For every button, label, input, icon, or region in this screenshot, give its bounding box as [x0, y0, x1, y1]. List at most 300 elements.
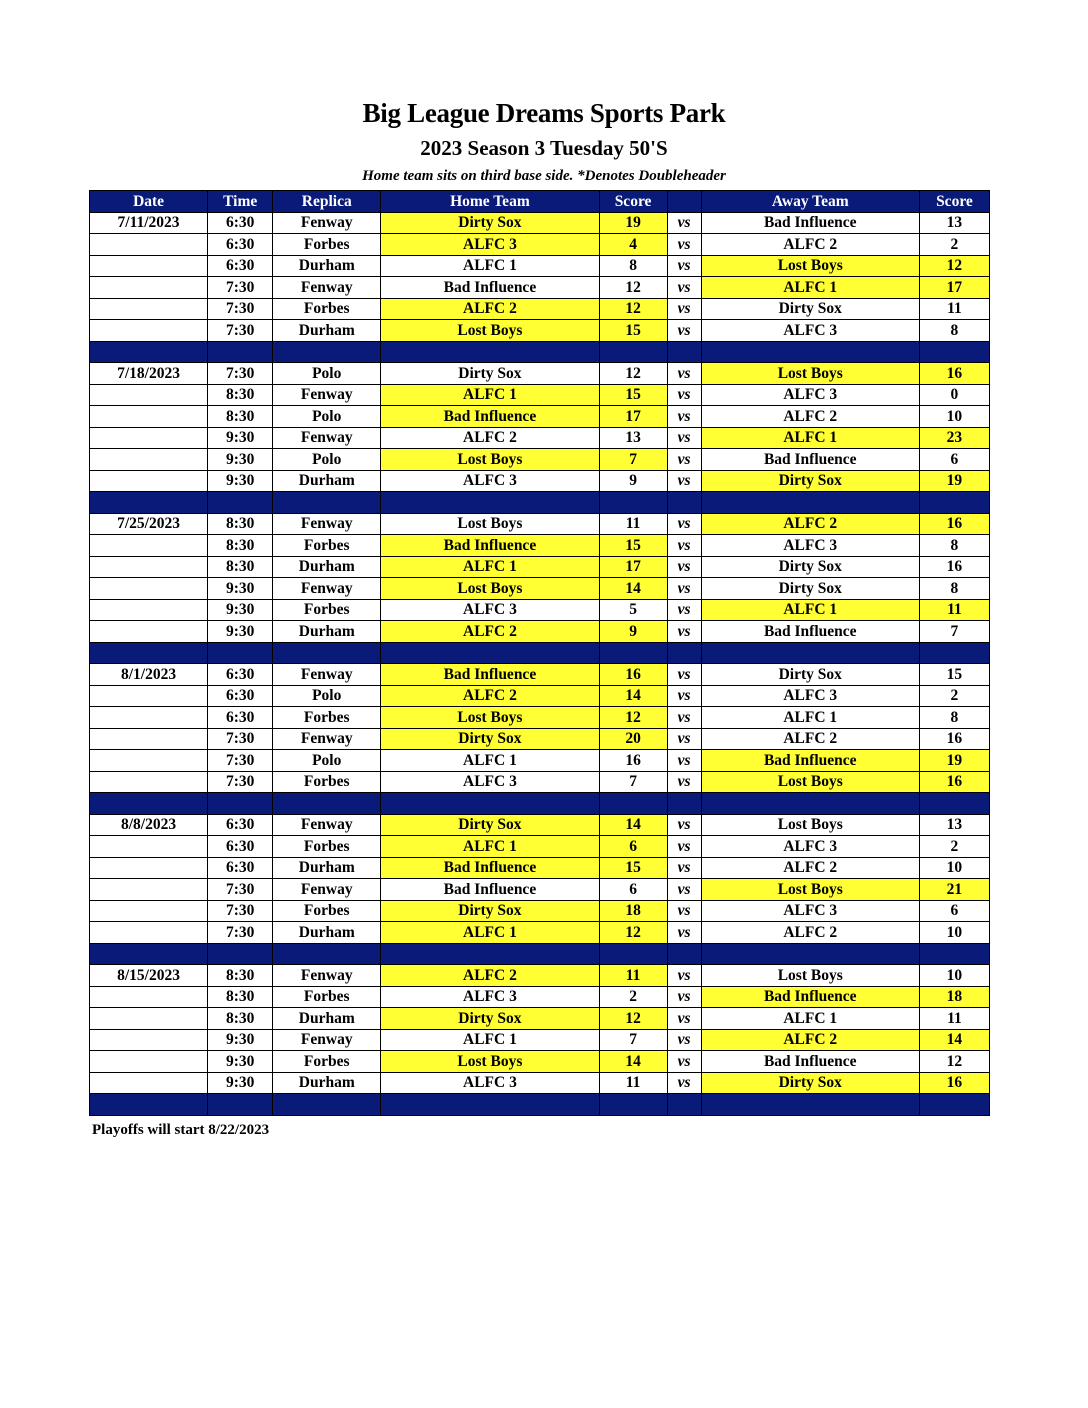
game-time: 9:30 — [208, 449, 273, 471]
home-score: 5 — [599, 599, 667, 621]
table-row — [90, 277, 990, 299]
table-row — [90, 535, 990, 557]
home-score: 20 — [599, 728, 667, 750]
vs-label: vs — [667, 922, 701, 944]
game-date — [90, 470, 208, 492]
table-row — [90, 406, 990, 428]
game-time: 6:30 — [208, 685, 273, 707]
separator-cell — [273, 492, 381, 514]
home-score: 11 — [599, 513, 667, 535]
home-score: 14 — [599, 578, 667, 600]
home-team: Bad Influence — [381, 535, 599, 557]
vs-label: vs — [667, 578, 701, 600]
table-row — [90, 900, 990, 922]
game-date — [90, 255, 208, 277]
separator-cell — [208, 642, 273, 664]
vs-label: vs — [667, 965, 701, 987]
game-time: 9:30 — [208, 470, 273, 492]
header-away-team: Away Team — [701, 191, 919, 213]
separator-cell — [381, 1094, 599, 1116]
game-date — [90, 406, 208, 428]
game-date — [90, 1072, 208, 1094]
game-time: 7:30 — [208, 900, 273, 922]
table-row — [90, 384, 990, 406]
game-date: 8/1/2023 — [90, 664, 208, 686]
home-score: 14 — [599, 1051, 667, 1073]
away-team: Dirty Sox — [701, 578, 919, 600]
home-team: Dirty Sox — [381, 814, 599, 836]
home-team: ALFC 1 — [381, 384, 599, 406]
home-score: 13 — [599, 427, 667, 449]
game-date — [90, 750, 208, 772]
home-score: 2 — [599, 986, 667, 1008]
game-date — [90, 578, 208, 600]
table-row — [90, 728, 990, 750]
away-team: ALFC 3 — [701, 900, 919, 922]
week-separator-row — [90, 642, 990, 664]
separator-cell — [90, 793, 208, 815]
table-row — [90, 255, 990, 277]
vs-label: vs — [667, 513, 701, 535]
separator-cell — [208, 943, 273, 965]
separator-cell — [701, 1094, 919, 1116]
home-team: Bad Influence — [381, 879, 599, 901]
away-team: Lost Boys — [701, 879, 919, 901]
game-time: 8:30 — [208, 406, 273, 428]
away-team: ALFC 1 — [701, 707, 919, 729]
game-date — [90, 621, 208, 643]
home-team: Bad Influence — [381, 664, 599, 686]
home-score: 11 — [599, 1072, 667, 1094]
away-score: 16 — [919, 771, 989, 793]
field-name: Durham — [273, 1008, 381, 1030]
separator-cell — [381, 492, 599, 514]
away-score: 12 — [919, 1051, 989, 1073]
home-team: Lost Boys — [381, 707, 599, 729]
away-score: 10 — [919, 965, 989, 987]
table-row — [90, 707, 990, 729]
home-score: 17 — [599, 406, 667, 428]
home-score: 16 — [599, 664, 667, 686]
vs-label: vs — [667, 384, 701, 406]
separator-cell — [208, 341, 273, 363]
home-score: 11 — [599, 965, 667, 987]
game-date — [90, 707, 208, 729]
vs-label: vs — [667, 427, 701, 449]
game-date — [90, 427, 208, 449]
separator-cell — [667, 943, 701, 965]
game-date — [90, 449, 208, 471]
game-date — [90, 320, 208, 342]
away-score: 10 — [919, 406, 989, 428]
separator-cell — [919, 642, 989, 664]
game-date — [90, 771, 208, 793]
game-date — [90, 298, 208, 320]
field-name: Polo — [273, 750, 381, 772]
game-date — [90, 599, 208, 621]
table-row — [90, 212, 990, 234]
home-team: Lost Boys — [381, 578, 599, 600]
game-time: 9:30 — [208, 1072, 273, 1094]
field-name: Fenway — [273, 965, 381, 987]
schedule-table — [89, 190, 990, 1116]
home-team: ALFC 3 — [381, 771, 599, 793]
away-score: 6 — [919, 900, 989, 922]
game-time: 6:30 — [208, 707, 273, 729]
vs-label: vs — [667, 986, 701, 1008]
separator-cell — [208, 492, 273, 514]
home-team: ALFC 2 — [381, 427, 599, 449]
field-name: Durham — [273, 255, 381, 277]
away-score: 2 — [919, 234, 989, 256]
header-replica: Replica — [273, 191, 381, 213]
home-score: 12 — [599, 363, 667, 385]
home-score: 8 — [599, 255, 667, 277]
table-row — [90, 298, 990, 320]
home-score: 7 — [599, 1029, 667, 1051]
away-team: Lost Boys — [701, 771, 919, 793]
away-score: 13 — [919, 212, 989, 234]
game-time: 8:30 — [208, 535, 273, 557]
away-team: ALFC 3 — [701, 384, 919, 406]
vs-label: vs — [667, 814, 701, 836]
away-team: Lost Boys — [701, 965, 919, 987]
game-time: 8:30 — [208, 965, 273, 987]
separator-cell — [599, 793, 667, 815]
vs-label: vs — [667, 879, 701, 901]
field-name: Fenway — [273, 277, 381, 299]
game-time: 7:30 — [208, 750, 273, 772]
game-time: 9:30 — [208, 1051, 273, 1073]
game-time: 7:30 — [208, 922, 273, 944]
vs-label: vs — [667, 277, 701, 299]
home-team: ALFC 1 — [381, 556, 599, 578]
away-score: 13 — [919, 814, 989, 836]
field-name: Polo — [273, 363, 381, 385]
separator-cell — [919, 793, 989, 815]
home-team: Lost Boys — [381, 513, 599, 535]
away-score: 16 — [919, 1072, 989, 1094]
separator-cell — [599, 341, 667, 363]
away-score: 2 — [919, 836, 989, 858]
away-score: 16 — [919, 513, 989, 535]
table-row — [90, 513, 990, 535]
field-name: Fenway — [273, 513, 381, 535]
field-name: Fenway — [273, 879, 381, 901]
separator-cell — [273, 793, 381, 815]
away-team: ALFC 2 — [701, 1029, 919, 1051]
table-row — [90, 621, 990, 643]
game-date: 7/25/2023 — [90, 513, 208, 535]
schedule-body — [90, 212, 990, 1115]
field-name: Fenway — [273, 427, 381, 449]
home-score: 7 — [599, 449, 667, 471]
game-time: 7:30 — [208, 728, 273, 750]
field-name: Fenway — [273, 212, 381, 234]
home-score: 18 — [599, 900, 667, 922]
header-away-score: Score — [919, 191, 989, 213]
field-name: Polo — [273, 406, 381, 428]
game-time: 6:30 — [208, 836, 273, 858]
away-score: 7 — [919, 621, 989, 643]
away-score: 8 — [919, 320, 989, 342]
separator-cell — [919, 1094, 989, 1116]
header-home-score: Score — [599, 191, 667, 213]
vs-label: vs — [667, 836, 701, 858]
away-score: 8 — [919, 578, 989, 600]
game-time: 7:30 — [208, 277, 273, 299]
game-time: 9:30 — [208, 427, 273, 449]
game-time: 7:30 — [208, 363, 273, 385]
game-date — [90, 986, 208, 1008]
game-time: 8:30 — [208, 1008, 273, 1030]
away-team: ALFC 1 — [701, 277, 919, 299]
home-team: ALFC 1 — [381, 750, 599, 772]
separator-cell — [90, 492, 208, 514]
page-title: Big League Dreams Sports Park — [362, 98, 726, 128]
separator-cell — [667, 793, 701, 815]
field-name: Fenway — [273, 664, 381, 686]
away-score: 17 — [919, 277, 989, 299]
home-team: ALFC 3 — [381, 599, 599, 621]
separator-cell — [90, 943, 208, 965]
separator-cell — [667, 1094, 701, 1116]
separator-cell — [701, 642, 919, 664]
away-score: 10 — [919, 922, 989, 944]
away-team: ALFC 2 — [701, 234, 919, 256]
home-team: ALFC 2 — [381, 965, 599, 987]
game-time: 7:30 — [208, 298, 273, 320]
vs-label: vs — [667, 857, 701, 879]
game-time: 9:30 — [208, 599, 273, 621]
home-score: 7 — [599, 771, 667, 793]
table-row — [90, 449, 990, 471]
away-team: ALFC 3 — [701, 320, 919, 342]
separator-cell — [919, 341, 989, 363]
away-score: 18 — [919, 986, 989, 1008]
separator-cell — [273, 1094, 381, 1116]
home-score: 15 — [599, 320, 667, 342]
week-separator-row — [90, 492, 990, 514]
home-team: ALFC 2 — [381, 685, 599, 707]
separator-cell — [90, 341, 208, 363]
home-team: Bad Influence — [381, 406, 599, 428]
game-date — [90, 685, 208, 707]
game-date — [90, 728, 208, 750]
separator-cell — [273, 943, 381, 965]
table-row — [90, 664, 990, 686]
field-name: Durham — [273, 1072, 381, 1094]
home-score: 14 — [599, 685, 667, 707]
home-team: Lost Boys — [381, 320, 599, 342]
table-row — [90, 857, 990, 879]
home-score: 6 — [599, 879, 667, 901]
separator-cell — [381, 943, 599, 965]
field-name: Forbes — [273, 234, 381, 256]
field-name: Fenway — [273, 1029, 381, 1051]
away-team: ALFC 1 — [701, 599, 919, 621]
vs-label: vs — [667, 1029, 701, 1051]
week-separator-row — [90, 341, 990, 363]
home-team: Lost Boys — [381, 1051, 599, 1073]
vs-label: vs — [667, 685, 701, 707]
home-team: ALFC 3 — [381, 470, 599, 492]
header-vs — [667, 191, 701, 213]
game-time: 6:30 — [208, 814, 273, 836]
away-score: 16 — [919, 556, 989, 578]
field-name: Durham — [273, 922, 381, 944]
away-score: 8 — [919, 707, 989, 729]
away-score: 8 — [919, 535, 989, 557]
vs-label: vs — [667, 1072, 701, 1094]
vs-label: vs — [667, 320, 701, 342]
away-score: 12 — [919, 255, 989, 277]
home-score: 16 — [599, 750, 667, 772]
home-score: 12 — [599, 277, 667, 299]
vs-label: vs — [667, 1008, 701, 1030]
away-score: 15 — [919, 664, 989, 686]
home-team: ALFC 2 — [381, 298, 599, 320]
away-team: Lost Boys — [701, 363, 919, 385]
vs-label: vs — [667, 900, 701, 922]
game-time: 9:30 — [208, 578, 273, 600]
away-team: ALFC 1 — [701, 427, 919, 449]
away-team: Dirty Sox — [701, 556, 919, 578]
vs-label: vs — [667, 406, 701, 428]
away-score: 19 — [919, 750, 989, 772]
separator-cell — [90, 642, 208, 664]
field-name: Forbes — [273, 298, 381, 320]
game-time: 6:30 — [208, 212, 273, 234]
vs-label: vs — [667, 556, 701, 578]
game-date — [90, 535, 208, 557]
vs-label: vs — [667, 298, 701, 320]
away-score: 11 — [919, 298, 989, 320]
separator-cell — [701, 492, 919, 514]
table-row — [90, 578, 990, 600]
home-team: ALFC 1 — [381, 255, 599, 277]
playoffs-note: Playoffs will start 8/22/2023 — [92, 1122, 270, 1138]
separator-cell — [599, 1094, 667, 1116]
home-score: 9 — [599, 621, 667, 643]
table-row — [90, 750, 990, 772]
field-name: Forbes — [273, 535, 381, 557]
home-score: 6 — [599, 836, 667, 858]
away-score: 11 — [919, 599, 989, 621]
table-row — [90, 556, 990, 578]
away-score: 16 — [919, 728, 989, 750]
game-date — [90, 384, 208, 406]
vs-label: vs — [667, 664, 701, 686]
away-team: ALFC 2 — [701, 513, 919, 535]
game-date — [90, 234, 208, 256]
vs-label: vs — [667, 621, 701, 643]
game-time: 6:30 — [208, 255, 273, 277]
away-team: ALFC 3 — [701, 836, 919, 858]
field-name: Polo — [273, 685, 381, 707]
field-name: Forbes — [273, 900, 381, 922]
field-name: Polo — [273, 449, 381, 471]
vs-label: vs — [667, 707, 701, 729]
field-name: Forbes — [273, 599, 381, 621]
vs-label: vs — [667, 1051, 701, 1073]
game-date — [90, 277, 208, 299]
field-name: Fenway — [273, 384, 381, 406]
separator-cell — [701, 793, 919, 815]
table-row — [90, 1051, 990, 1073]
game-date: 8/8/2023 — [90, 814, 208, 836]
away-score: 23 — [919, 427, 989, 449]
away-team: ALFC 3 — [701, 535, 919, 557]
away-team: ALFC 2 — [701, 728, 919, 750]
game-date — [90, 836, 208, 858]
away-team: Lost Boys — [701, 255, 919, 277]
table-row — [90, 320, 990, 342]
game-time: 8:30 — [208, 986, 273, 1008]
game-date: 8/15/2023 — [90, 965, 208, 987]
home-score: 14 — [599, 814, 667, 836]
table-row — [90, 836, 990, 858]
table-row — [90, 879, 990, 901]
separator-cell — [273, 341, 381, 363]
game-time: 6:30 — [208, 234, 273, 256]
field-name: Forbes — [273, 836, 381, 858]
home-score: 12 — [599, 298, 667, 320]
home-score: 9 — [599, 470, 667, 492]
game-date — [90, 857, 208, 879]
home-team: ALFC 3 — [381, 1072, 599, 1094]
vs-label: vs — [667, 363, 701, 385]
home-team: ALFC 3 — [381, 986, 599, 1008]
separator-cell — [208, 1094, 273, 1116]
home-team: ALFC 3 — [381, 234, 599, 256]
game-date — [90, 900, 208, 922]
vs-label: vs — [667, 535, 701, 557]
table-row — [90, 965, 990, 987]
table-row — [90, 814, 990, 836]
away-score: 16 — [919, 363, 989, 385]
away-team: Dirty Sox — [701, 1072, 919, 1094]
field-name: Durham — [273, 857, 381, 879]
away-team: Bad Influence — [701, 621, 919, 643]
vs-label: vs — [667, 771, 701, 793]
table-row — [90, 470, 990, 492]
game-time: 7:30 — [208, 879, 273, 901]
vs-label: vs — [667, 470, 701, 492]
field-name: Durham — [273, 556, 381, 578]
game-date — [90, 1029, 208, 1051]
week-separator-row — [90, 1094, 990, 1116]
table-row — [90, 685, 990, 707]
away-team: Dirty Sox — [701, 470, 919, 492]
home-team: Dirty Sox — [381, 1008, 599, 1030]
table-row — [90, 363, 990, 385]
separator-cell — [599, 642, 667, 664]
away-team: Bad Influence — [701, 750, 919, 772]
separator-cell — [667, 642, 701, 664]
separator-cell — [919, 943, 989, 965]
game-time: 8:30 — [208, 556, 273, 578]
away-team: ALFC 3 — [701, 685, 919, 707]
home-team: ALFC 1 — [381, 836, 599, 858]
home-score: 19 — [599, 212, 667, 234]
week-separator-row — [90, 793, 990, 815]
away-team: ALFC 2 — [701, 406, 919, 428]
header-home-team: Home Team — [381, 191, 599, 213]
away-score: 21 — [919, 879, 989, 901]
table-row — [90, 427, 990, 449]
away-score: 6 — [919, 449, 989, 471]
